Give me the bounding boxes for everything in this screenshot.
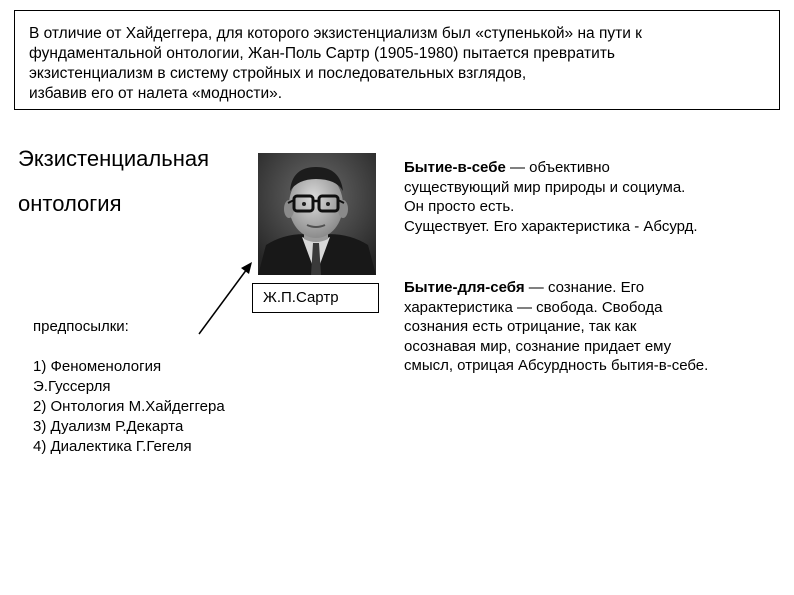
being-in-itself-line-1-rest: — объективно [505,159,610,176]
being-for-itself-line-1 [404,278,708,298]
sartre-portrait [258,153,376,275]
intro-line-1: В отличие от Хайдеггера, для которого экзистенциализм был «ступенькой» на пути к [29,25,642,42]
being-in-itself-block [404,158,698,236]
slide-title-line-1: Экзистенциальная [18,146,209,171]
portrait-drawing [258,153,376,275]
prerequisite-item-1-cont: Э.Гуссерля [33,378,111,395]
being-in-itself-line-2: существующий мир природы и социума. [404,178,686,196]
being-for-itself-line-2: характеристика — свобода. Свобода [404,298,663,316]
being-for-itself-term: Бытие-для-себя [404,279,525,296]
being-for-itself-block [404,278,708,376]
being-in-itself-line-3: Он просто есть. [404,198,515,215]
prerequisite-item-4: 4) Диалектика Г.Гегеля [33,438,192,455]
being-for-itself-line-5: смысл, отрицая Абсурдность бытия-в-себе. [404,357,709,374]
intro-line-4: избавив его от налета «модности». [29,85,283,102]
being-in-itself-term: Бытие-в-себе [404,159,506,176]
being-in-itself-line-4: Существует. Его характеристика - Абсурд. [404,217,698,235]
prerequisite-item-2: 2) Онтология М.Хайдеггера [33,398,225,415]
intro-line-3: экзистенциализм в систему стройных и последовательных взглядов, [29,65,527,82]
being-for-itself-line-1-rest: — сознание. Его [524,279,645,296]
prerequisite-item-3: 3) Дуализм Р.Декарта [33,418,184,435]
portrait-caption: Ж.П.Сартр [263,289,339,306]
intro-textbox [14,10,780,110]
intro-line-2: фундаментальной онтологии, Жан-Поль Сартр (1905-1980) пытается превратить [29,45,615,62]
being-for-itself-line-3: сознания есть отрицание, так как [404,318,637,335]
slide-title-line-2: онтология [18,191,122,216]
being-in-itself-line-1 [404,158,698,178]
being-for-itself-line-4: осознавая мир, сознание придает ему [404,337,672,355]
portrait-caption-box [252,283,379,313]
arrow-icon [190,255,260,340]
prerequisite-item-1: 1) Феноменология [33,358,162,375]
prerequisites-heading: предпосылки: [33,318,129,335]
